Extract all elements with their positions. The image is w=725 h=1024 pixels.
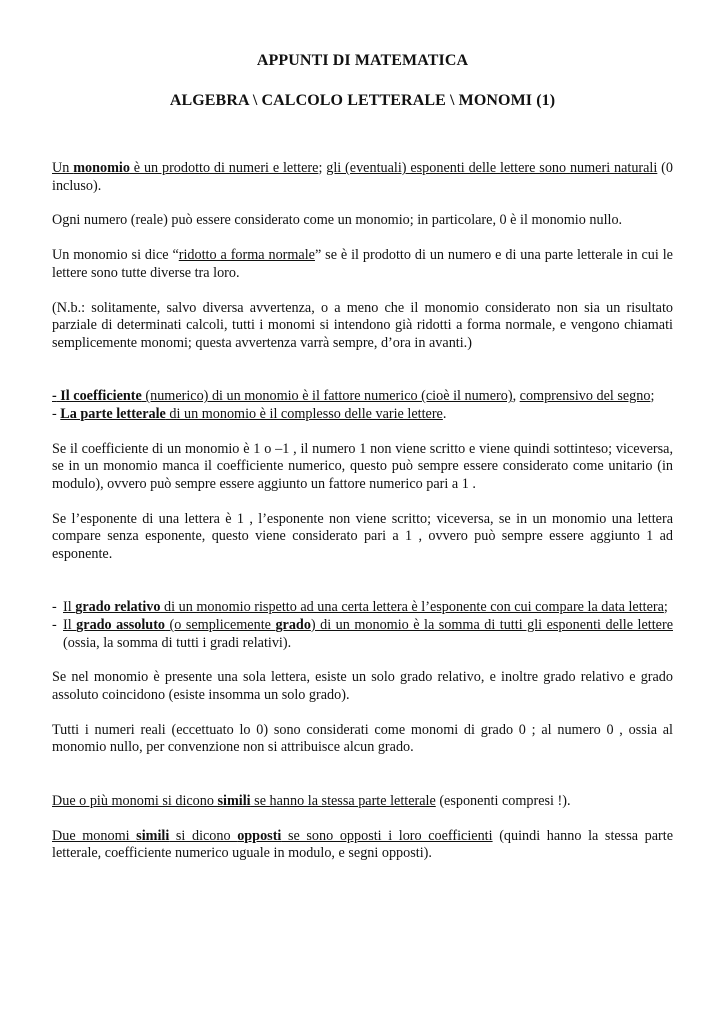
document-body xyxy=(52,160,673,863)
text-span: si dicono xyxy=(169,827,238,844)
paragraph-monomi-simili xyxy=(52,793,673,811)
section-spacer xyxy=(52,352,673,388)
text-span: gli (eventuali) esponenti delle lettere sono numeri naturali xyxy=(326,160,658,176)
paragraph-esponente-unitario: Se l’esponente di una lettera è 1 , l’esponente non viene scritto; viceversa, se in un monomio una lettera compare senza esponente, questo viene considerato pari a 1 , ovvero può sempre essere aggiunto 1 ad esponente. xyxy=(52,510,673,562)
text-span: . xyxy=(442,405,447,422)
text-span xyxy=(52,160,318,176)
text-span xyxy=(52,793,436,809)
paragraph-spacer xyxy=(52,705,673,722)
text-span: , xyxy=(512,388,520,405)
text-span: Due monomi xyxy=(52,827,137,844)
text-span: (0 incluso). xyxy=(52,160,673,194)
text-span: ; xyxy=(650,388,655,405)
list-dash: - xyxy=(52,599,57,616)
text-span xyxy=(63,617,673,633)
text-span: se hanno la stessa parte letterale xyxy=(250,792,436,809)
term-coefficiente xyxy=(52,388,142,404)
text-span: Un xyxy=(52,160,74,176)
paragraph-spacer xyxy=(52,424,673,441)
text-span: di un monomio rispetto ad una certa lettera è l’esponente con cui compare la data lettera xyxy=(160,599,664,616)
paragraph-spacer xyxy=(52,195,673,212)
paragraph-monomio-definition xyxy=(52,160,673,195)
term-opposti: opposti xyxy=(237,827,282,844)
text-span: comprensivo del segno xyxy=(519,388,651,405)
text-span: (esponenti compresi !). xyxy=(435,792,571,809)
text-span xyxy=(52,828,493,844)
text-span: ) di un monomio è la somma di tutti gli esponenti delle lettere xyxy=(310,617,673,634)
term-grado-relativo: grado relativo xyxy=(75,599,161,616)
text-span: Il xyxy=(63,617,77,634)
text-span: di un monomio è il complesso delle varie lettere xyxy=(165,405,443,422)
paragraph-spacer xyxy=(52,811,673,828)
term-grado-assoluto: grado assoluto xyxy=(76,617,166,634)
text-span: (numerico) di un monomio è il fattore numerico (cioè il numero) xyxy=(141,388,513,405)
text-span: (ossia, la somma di tutti i gradi relativi). xyxy=(63,634,292,651)
paragraph-parte-letterale xyxy=(52,406,673,424)
paragraph-grado-zero: Tutti i numeri reali (eccettuato lo 0) sono considerati come monomi di grado 0 ; al numero 0 , ossia al monomio nullo, per convenzione non si attribuisce alcun grado. xyxy=(52,721,673,756)
term-grado: grado xyxy=(275,617,311,634)
section-spacer xyxy=(52,563,673,599)
text-span: Un monomio si dice “ xyxy=(52,247,179,264)
text-span: ” se è il prodotto di un numero e di una parte letterale in cui le lettere sono tutte diverse tra loro. xyxy=(52,247,673,281)
text-span: - xyxy=(52,405,57,422)
text-span: ; xyxy=(663,599,668,616)
paragraph-nota-bene: (N.b.: solitamente, salvo diversa avvertenza, o a meno che il monomio considerato non sia un risultato parziale di determinati calcoli, tutti i monomi si intendono già ridotti a forma normale, e vengono chiamati semplicemente monomi; questa avvertenza varrà sempre, d’ora in avanti.) xyxy=(52,299,673,351)
text-span xyxy=(60,406,443,422)
text-span: Il xyxy=(63,599,76,616)
text-span: Due o più monomi si dicono xyxy=(52,792,218,809)
document-title: APPUNTI DI MATEMATICA xyxy=(256,52,469,69)
term-simili: simili xyxy=(217,792,251,809)
paragraph-sola-lettera: Se nel monomio è presente una sola lettera, esiste un solo grado relativo, e inoltre grado relativo e grado assoluto coincidono (esiste insomma un solo grado). xyxy=(52,669,673,703)
paragraph-spacer xyxy=(52,493,673,510)
paragraph-monomi-opposti xyxy=(52,828,673,863)
text-span: è un prodotto di numeri e lettere xyxy=(129,160,319,176)
text-span xyxy=(63,599,664,615)
list-item-grado-relativo xyxy=(52,599,673,617)
term-simili: simili xyxy=(136,827,170,844)
list-dash: - xyxy=(52,617,57,634)
text-span: Il coefficiente xyxy=(56,388,142,405)
text-span: (o semplicemente xyxy=(165,617,276,634)
paragraph-coefficiente-unitario: Se il coefficiente di un monomio è 1 o –1 , il numero 1 non viene scritto e viene quindi sottinteso; viceversa, se in un monomio manca il coefficiente numerico, questo può sempre essere considerato come unitario (in modulo), ovvero può sempre essere aggiunto un fattore numerico pari a 1 . xyxy=(52,440,673,492)
text-span: - xyxy=(52,388,57,405)
paragraph-spacer xyxy=(52,282,673,299)
paragraph-numero-monomio: Ogni numero (reale) può essere considerato come un monomio; in particolare, 0 è il monomio nullo. xyxy=(52,212,623,229)
document-subtitle: ALGEBRA \ CALCOLO LETTERALE \ MONOMI (1) xyxy=(169,92,556,109)
paragraph-coefficiente xyxy=(52,388,673,406)
list-item-grado-assoluto xyxy=(52,617,673,652)
text-span xyxy=(52,388,513,404)
term-parte-letterale: La parte letterale xyxy=(60,405,166,422)
paragraph-spacer xyxy=(52,230,673,247)
paragraph-forma-normale xyxy=(52,247,673,282)
section-spacer xyxy=(52,757,673,793)
text-span: (quindi hanno la stessa parte letterale, coefficiente numerico uguale in modulo, e segni opposti). xyxy=(52,827,673,862)
paragraph-spacer xyxy=(52,652,673,669)
term-forma-normale: ridotto a forma normale xyxy=(178,247,315,264)
term-monomio: monomio xyxy=(73,160,130,176)
text-span: ; xyxy=(318,160,327,176)
text-span: se sono opposti i loro coefficienti xyxy=(281,827,493,844)
